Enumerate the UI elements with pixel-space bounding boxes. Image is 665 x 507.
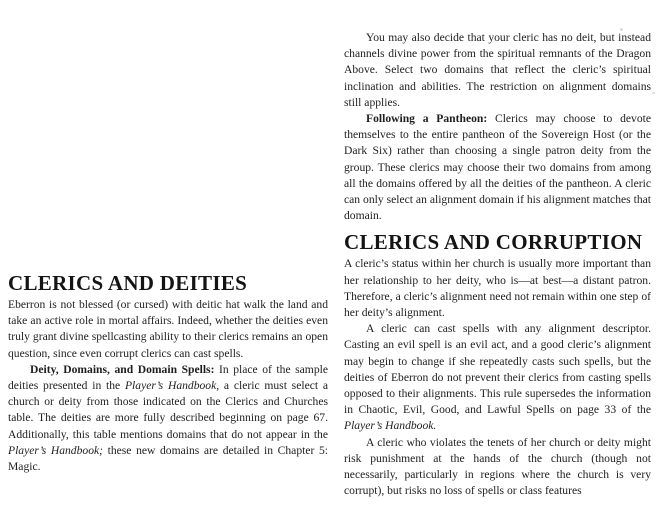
right-column: [344, 30, 651, 499]
paragraph-following-pantheon: [344, 111, 651, 224]
text-segment: A cleric can cast spells with any alignment descriptor. Casting an evil spell is an evil act, and a good cleric’s alignment may begin to change if she repeatedly casts such spells, but the deities of Eberron do not prevent their clerics from casting spells opposed to their alignments. This rule supersedes the information in Chaotic, Evil, Good, and Lawful Spells on page 33 of the: [344, 322, 651, 417]
paragraph-eberron-deities: Eberron is not blessed (or cursed) with deitic hat walk the land and take an active role in mortal affairs. Indeed, whether the deities even truly grant divine spellcasting ability to their clerics remains an open question, since even corrupt clerics can cast spells.: [8, 298, 328, 360]
runin-following-pantheon: Following a Pantheon:: [366, 112, 488, 126]
book-title-players-handbook: Player’s Handbook;: [8, 443, 103, 457]
section-heading-clerics-and-corruption: CLERICS AND CORRUPTION: [344, 230, 643, 255]
left-column: [8, 272, 328, 475]
book-title-players-handbook: Player’s Handbook,: [124, 379, 220, 393]
section-heading-clerics-and-deities: CLERICS AND DEITIES: [8, 271, 248, 295]
text-segment: these new domains are detailed in Chapter 5: Magic.: [8, 443, 328, 474]
book-title-players-handbook: Player’s Handbook.: [344, 419, 437, 433]
paragraph-cleric-status: A cleric’s status within her church is usually more important than her relationship to her deity, who is—at best—a distant patron. Therefore, a cleric’s alignment need not remain within one step of her deity’s alignment.: [344, 257, 651, 320]
paragraph-alignment-descriptor: [344, 321, 651, 434]
text-segment: a cleric must select a church or deity from those indicated on the Clerics and Churches table. The deities are more fully described beginning on page 67. Additionally, this table mentions domains that do not appear in the: [8, 379, 328, 441]
text-segment: In place of the sample deities presented in the: [8, 362, 328, 393]
paragraph-violating-tenets: A cleric who violates the tenets of her church or deity might risk punishment at the hands of the church (though not necessarily, particularly in regions where the church is very corrupt), but risks no loss of spells or class features: [344, 435, 651, 498]
paragraph-dragon-above: You may also decide that your cleric has no deit, but instead channels divine power from the spiritual remnants of the Dragon Above. Select two domains that reflect the cleric’s spiritual inclination and abilities. The restriction on alignment domains still applies.: [344, 31, 651, 109]
paragraph-deity-domains: [8, 362, 328, 475]
text-segment: Clerics may choose to devote themselves to the entire pantheon of the Sovereign Host (or the Dark Six) rather than choosing a single patron deity from the group. These clerics may choose their two domains from among all the domains offered by all the deities of the pantheon. A cleric can only select an alignment domain if his alignment matches that domain.: [344, 112, 651, 223]
runin-deity-domains: Deity, Domains, and Domain Spells:: [30, 362, 215, 376]
